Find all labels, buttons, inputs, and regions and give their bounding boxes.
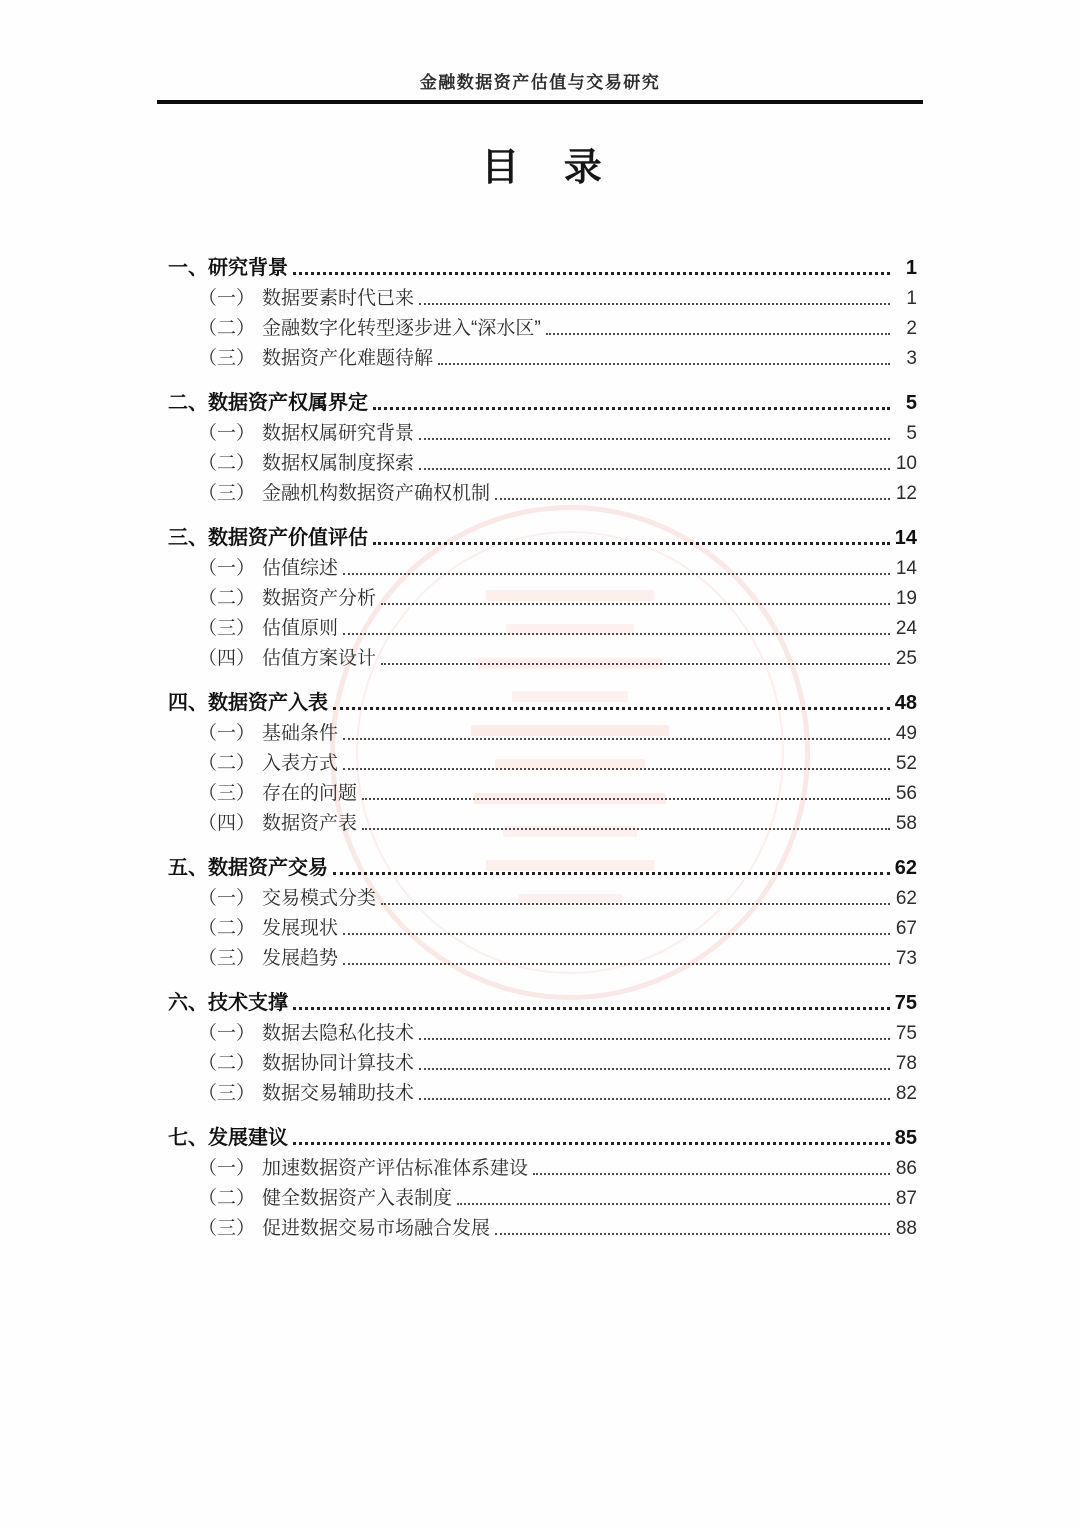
toc-leader-dots	[419, 438, 890, 440]
toc-item-row[interactable]	[168, 1015, 917, 1045]
toc-item-row[interactable]	[168, 1075, 917, 1105]
toc-page-number: 58	[895, 813, 917, 834]
toc-section-row[interactable]	[168, 682, 917, 715]
toc-leader-dots	[438, 363, 890, 365]
toc-entry-number: （一）	[198, 1023, 256, 1044]
toc-item-row[interactable]	[168, 640, 917, 670]
toc-leader-dots	[381, 903, 890, 905]
toc-page-number: 78	[895, 1053, 917, 1074]
toc-leader-dots	[362, 828, 890, 830]
toc-entry-label: 金融机构数据资产确权机制	[262, 483, 491, 504]
toc-page-number: 2	[906, 318, 917, 339]
toc-leader-dots	[373, 407, 890, 410]
toc-entry-label: 数据资产交易	[208, 857, 328, 879]
toc-section-row[interactable]	[168, 847, 917, 880]
toc-item-row[interactable]	[168, 280, 917, 310]
toc-page-number: 12	[895, 483, 917, 504]
toc-leader-dots	[495, 1233, 890, 1235]
toc-entry-number: 二、	[168, 392, 208, 414]
toc-entry-label: 研究背景	[208, 257, 288, 279]
toc-leader-dots	[293, 1007, 890, 1010]
toc-leader-dots	[381, 603, 890, 605]
toc-section-row[interactable]	[168, 247, 917, 280]
toc-entry-number: （二）	[198, 588, 256, 609]
toc-entry-label: 数据权属制度探索	[262, 453, 415, 474]
toc	[168, 128, 917, 1240]
toc-item-row[interactable]	[168, 610, 917, 640]
toc-leader-dots	[495, 498, 890, 500]
toc-entry-label: 交易模式分类	[262, 888, 377, 909]
toc-section-row[interactable]	[168, 517, 917, 550]
toc-entry-number: （三）	[198, 483, 256, 504]
toc-entry-number: （四）	[198, 648, 256, 669]
toc-page-number: 85	[894, 1127, 917, 1149]
toc-page-number: 14	[895, 558, 917, 579]
toc-entry-label: 估值综述	[262, 558, 339, 579]
toc-item-row[interactable]	[168, 1210, 917, 1240]
toc-leader-dots	[362, 798, 890, 800]
toc-page-number: 56	[895, 783, 917, 804]
toc-entry-number: （二）	[198, 918, 256, 939]
toc-item-row[interactable]	[168, 340, 917, 370]
toc-item-row[interactable]	[168, 715, 917, 745]
toc-entry-number: （四）	[198, 813, 256, 834]
toc-entry-number: （三）	[198, 348, 256, 369]
toc-entry-label: 技术支撑	[208, 992, 288, 1014]
toc-entry-number: （二）	[198, 318, 256, 339]
toc-entry-number: 七、	[168, 1127, 208, 1149]
toc-entry-label: 存在的问题	[262, 783, 358, 804]
toc-item-row[interactable]	[168, 580, 917, 610]
toc-leader-dots	[343, 633, 890, 635]
toc-page-number: 62	[895, 888, 917, 909]
toc-item-row[interactable]	[168, 310, 917, 340]
toc-item-row[interactable]	[168, 940, 917, 970]
toc-page-number: 1	[906, 288, 917, 309]
toc-entry-label: 数据资产价值评估	[208, 527, 368, 549]
toc-leader-dots	[546, 333, 890, 335]
toc-item-row[interactable]	[168, 745, 917, 775]
toc-entry-number: （三）	[198, 1083, 256, 1104]
toc-entry-number: （一）	[198, 1158, 256, 1179]
toc-section-row[interactable]	[168, 982, 917, 1015]
toc-entry-label: 数据资产表	[262, 813, 358, 834]
toc-leader-dots	[333, 707, 890, 710]
toc-entry-label: 发展现状	[262, 918, 339, 939]
toc-item-row[interactable]	[168, 475, 917, 505]
toc-entry-number: （二）	[198, 1188, 256, 1209]
toc-page-number: 75	[894, 992, 917, 1014]
toc-page-number: 87	[895, 1188, 917, 1209]
toc-entry-label: 发展建议	[208, 1127, 288, 1149]
toc-entry-number: （三）	[198, 1218, 256, 1239]
toc-leader-dots	[381, 663, 890, 665]
toc-leader-dots	[333, 872, 890, 875]
toc-entry-number: （一）	[198, 423, 256, 444]
toc-page-number: 86	[895, 1158, 917, 1179]
toc-leader-dots	[343, 963, 890, 965]
toc-leader-dots	[419, 1098, 890, 1100]
toc-entry-number: （三）	[198, 618, 256, 639]
toc-page-number: 48	[894, 692, 917, 714]
toc-entry-number: （一）	[198, 558, 256, 579]
toc-item-row[interactable]	[168, 1180, 917, 1210]
toc-entry-label: 数据去隐私化技术	[262, 1023, 415, 1044]
toc-item-row[interactable]	[168, 880, 917, 910]
page-title: 目 录	[481, 147, 604, 189]
toc-leader-dots	[373, 542, 890, 545]
toc-page-number: 62	[894, 857, 917, 879]
toc-entry-label: 数据资产分析	[262, 588, 377, 609]
toc-page-number: 82	[895, 1083, 917, 1104]
toc-page-number: 49	[895, 723, 917, 744]
toc-leader-dots	[419, 1068, 890, 1070]
toc-leader-dots	[419, 303, 890, 305]
toc-item-row[interactable]	[168, 1150, 917, 1180]
header-rule	[157, 100, 923, 104]
toc-leader-dots	[343, 933, 890, 935]
toc-leader-dots	[293, 1142, 890, 1145]
toc-section-row[interactable]	[168, 382, 917, 415]
running-title: 金融数据资产估值与交易研究	[419, 73, 661, 92]
toc-leader-dots	[533, 1173, 890, 1175]
toc-leader-dots	[343, 768, 890, 770]
toc-page-number: 3	[906, 348, 917, 369]
toc-page-number: 24	[895, 618, 917, 639]
toc-page-number: 19	[895, 588, 917, 609]
toc-entry-number: （一）	[198, 888, 256, 909]
toc-entry-label: 数据资产权属界定	[208, 392, 368, 414]
toc-page-number: 1	[905, 257, 917, 279]
toc-entry-number: （三）	[198, 783, 256, 804]
toc-page-number: 67	[895, 918, 917, 939]
toc-entry-label: 入表方式	[262, 753, 339, 774]
toc-leader-dots	[343, 738, 890, 740]
toc-page-number: 5	[905, 392, 917, 414]
toc-page-number: 14	[894, 527, 917, 549]
toc-entry-number: （二）	[198, 453, 256, 474]
toc-entry-label: 健全数据资产入表制度	[262, 1188, 453, 1209]
toc-entry-label: 加速数据资产评估标准体系建设	[262, 1158, 529, 1179]
toc-entry-number: 一、	[168, 257, 208, 279]
toc-entry-label: 基础条件	[262, 723, 339, 744]
toc-item-row[interactable]	[168, 445, 917, 475]
toc-item-row[interactable]	[168, 910, 917, 940]
toc-entry-label: 数据权属研究背景	[262, 423, 415, 444]
toc-entry-number: （二）	[198, 753, 256, 774]
toc-page-number: 88	[895, 1218, 917, 1239]
toc-entry-number: （一）	[198, 723, 256, 744]
toc-page-number: 5	[906, 423, 917, 444]
toc-entry-label: 数据资产入表	[208, 692, 328, 714]
toc-item-row[interactable]	[168, 775, 917, 805]
toc-list	[168, 247, 917, 1240]
toc-entry-label: 数据要素时代已来	[262, 288, 415, 309]
toc-item-row[interactable]	[168, 1045, 917, 1075]
toc-leader-dots	[343, 573, 890, 575]
toc-entry-number: 五、	[168, 857, 208, 879]
toc-page-number: 75	[895, 1023, 917, 1044]
toc-leader-dots	[419, 1038, 890, 1040]
toc-item-row[interactable]	[168, 550, 917, 580]
toc-entry-number: （二）	[198, 1053, 256, 1074]
toc-page-number: 25	[895, 648, 917, 669]
toc-entry-label: 发展趋势	[262, 948, 339, 969]
toc-entry-number: （三）	[198, 948, 256, 969]
toc-entry-label: 估值方案设计	[262, 648, 377, 669]
toc-section-row[interactable]	[168, 1117, 917, 1150]
toc-entry-label: 数据协同计算技术	[262, 1053, 415, 1074]
toc-leader-dots	[419, 468, 890, 470]
toc-entry-number: （一）	[198, 288, 256, 309]
toc-leader-dots	[293, 272, 890, 275]
page-header	[157, 68, 923, 104]
toc-entry-label: 数据交易辅助技术	[262, 1083, 415, 1104]
toc-item-row[interactable]	[168, 805, 917, 835]
toc-entry-label: 促进数据交易市场融合发展	[262, 1218, 491, 1239]
toc-page-number: 52	[895, 753, 917, 774]
toc-entry-number: 四、	[168, 692, 208, 714]
toc-leader-dots	[457, 1203, 890, 1205]
toc-entry-number: 三、	[168, 527, 208, 549]
toc-entry-label: 数据资产化难题待解	[262, 348, 434, 369]
toc-page-number: 73	[895, 948, 917, 969]
toc-page-number: 10	[895, 453, 917, 474]
toc-entry-number: 六、	[168, 992, 208, 1014]
toc-item-row[interactable]	[168, 415, 917, 445]
toc-entry-label: 金融数字化转型逐步进入“深水区”	[262, 318, 541, 339]
toc-entry-label: 估值原则	[262, 618, 339, 639]
